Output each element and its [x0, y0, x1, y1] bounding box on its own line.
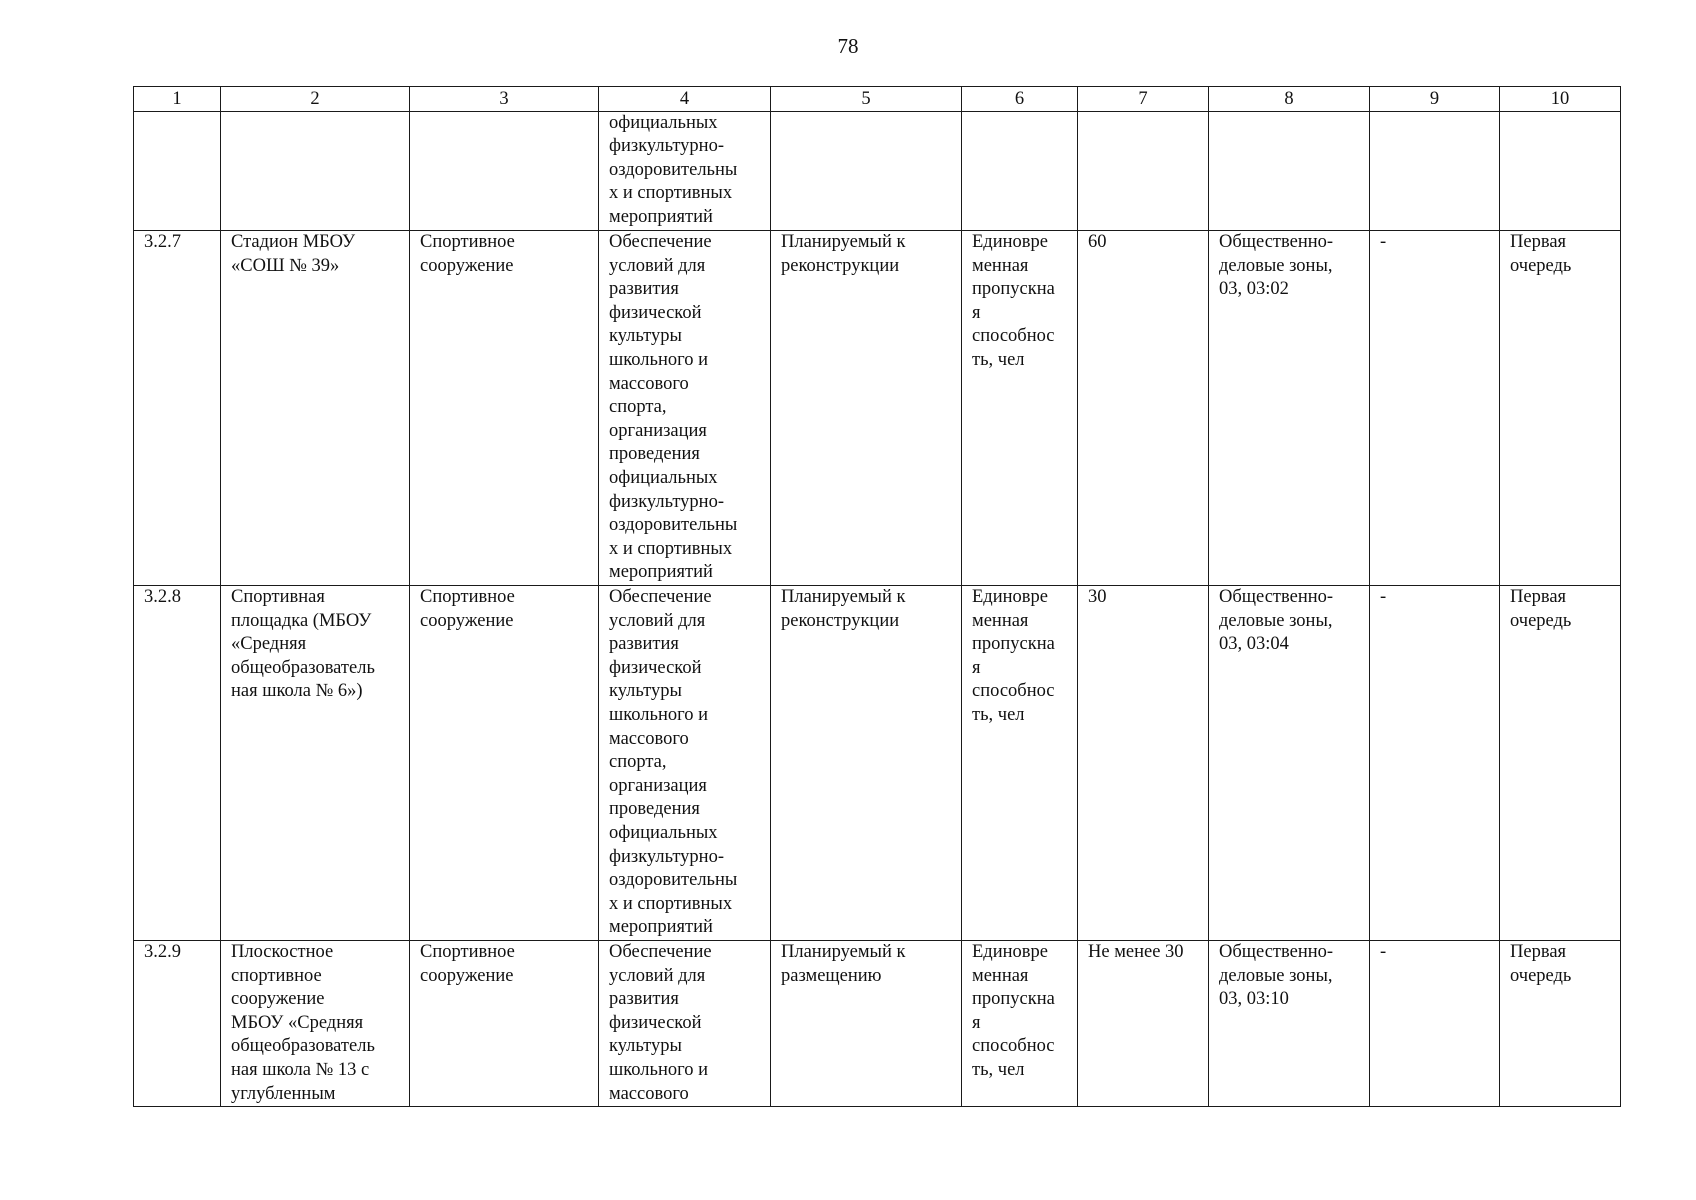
cell-col9: - — [1370, 586, 1500, 941]
cell-status: Планируемый к размещению — [771, 941, 962, 1107]
column-number: 3 — [410, 87, 599, 112]
cell-stage — [1500, 112, 1621, 231]
cell-stage: Первая очередь — [1500, 586, 1621, 941]
cell-value: Не менее 30 — [1078, 941, 1209, 1107]
column-number: 1 — [134, 87, 221, 112]
column-number: 8 — [1209, 87, 1370, 112]
cell-purpose: Обеспечение условий для развития физической культуры школьного и массового спорта, организация проведения официальных физкультурно- оздоровительны х и спортивных мероприятий — [599, 231, 771, 586]
cell-value: 30 — [1078, 586, 1209, 941]
cell-col9: - — [1370, 941, 1500, 1107]
cell-parameter: Единовре менная пропускна я способнос ть, чел — [962, 941, 1078, 1107]
table-row — [134, 586, 1621, 941]
cell-number — [134, 112, 221, 231]
cell-parameter: Единовре менная пропускна я способнос ть, чел — [962, 586, 1078, 941]
cell-zone: Общественно- деловые зоны, 03, 03:04 — [1209, 586, 1370, 941]
column-number: 2 — [221, 87, 410, 112]
cell-col9 — [1370, 112, 1500, 231]
cell-type — [410, 112, 599, 231]
column-number: 10 — [1500, 87, 1621, 112]
cell-number: 3.2.9 — [134, 941, 221, 1107]
cell-name — [221, 112, 410, 231]
objects-table — [133, 86, 1621, 1107]
cell-parameter: Единовре менная пропускна я способнос ть, чел — [962, 231, 1078, 586]
cell-value: 60 — [1078, 231, 1209, 586]
cell-type: Спортивное сооружение — [410, 231, 599, 586]
column-number: 4 — [599, 87, 771, 112]
cell-name: Плоскостное спортивное сооружение МБОУ «Средняя общеобразователь ная школа № 13 с углубленным — [221, 941, 410, 1107]
cell-zone: Общественно- деловые зоны, 03, 03:10 — [1209, 941, 1370, 1107]
column-number: 5 — [771, 87, 962, 112]
column-number: 7 — [1078, 87, 1209, 112]
cell-parameter — [962, 112, 1078, 231]
cell-status — [771, 112, 962, 231]
header-row — [134, 87, 1621, 112]
cell-status: Планируемый к реконструкции — [771, 231, 962, 586]
column-number: 6 — [962, 87, 1078, 112]
table-row — [134, 941, 1621, 1107]
cell-col9: - — [1370, 231, 1500, 586]
cell-purpose: Обеспечение условий для развития физической культуры школьного и массового — [599, 941, 771, 1107]
cell-purpose: официальных физкультурно- оздоровительны х и спортивных мероприятий — [599, 112, 771, 231]
table-row — [134, 231, 1621, 586]
column-number: 9 — [1370, 87, 1500, 112]
table-row — [134, 112, 1621, 231]
cell-type: Спортивное сооружение — [410, 941, 599, 1107]
cell-stage: Первая очередь — [1500, 231, 1621, 586]
cell-zone: Общественно- деловые зоны, 03, 03:02 — [1209, 231, 1370, 586]
cell-zone — [1209, 112, 1370, 231]
cell-number: 3.2.8 — [134, 586, 221, 941]
cell-value — [1078, 112, 1209, 231]
cell-name: Стадион МБОУ «СОШ № 39» — [221, 231, 410, 586]
cell-number: 3.2.7 — [134, 231, 221, 586]
cell-name: Спортивная площадка (МБОУ «Средняя общеобразователь ная школа № 6») — [221, 586, 410, 941]
page-number: 78 — [837, 34, 859, 58]
cell-stage: Первая очередь — [1500, 941, 1621, 1107]
cell-type: Спортивное сооружение — [410, 586, 599, 941]
cell-status: Планируемый к реконструкции — [771, 586, 962, 941]
cell-purpose: Обеспечение условий для развития физической культуры школьного и массового спорта, организация проведения официальных физкультурно- оздоровительны х и спортивных мероприятий — [599, 586, 771, 941]
